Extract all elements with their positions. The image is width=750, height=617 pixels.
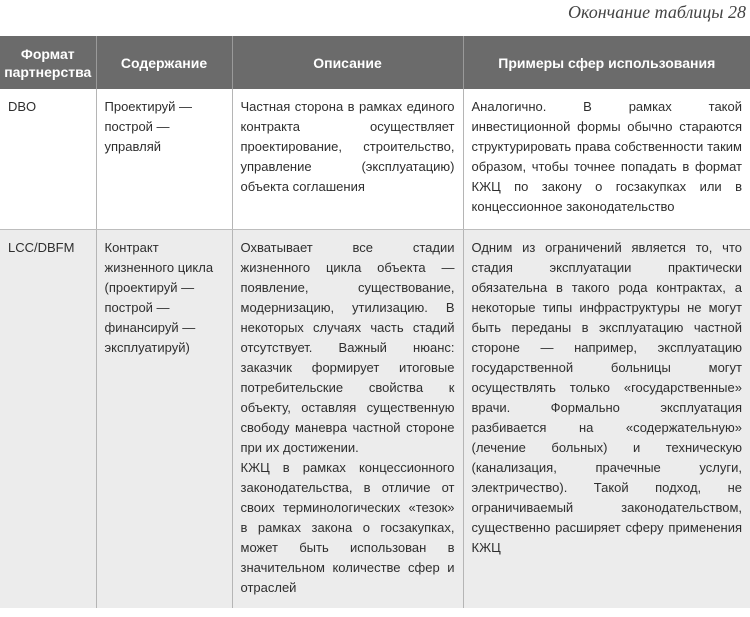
description-paragraph: КЖЦ в рамках концессионного законодательства, в отличие от своих терминологических «тезок» в рамках закона о госзакупках, может быть использован в значительном количестве сфер и отраслей bbox=[240, 460, 455, 595]
table-row bbox=[0, 230, 750, 609]
partnership-table bbox=[0, 36, 750, 608]
table-header-row bbox=[0, 36, 750, 89]
table-caption: Окончание таблицы 28 bbox=[567, 2, 746, 22]
header-content: Содержание bbox=[96, 36, 232, 89]
cell-examples: Одним из ограничений является то, что стадия эксплуатации практически обязательна в такого рода контрактах, а некоторые типы инфраструктуры не могут быть переданы в эксплуатацию частной стороне — например, эксплуатацию государственной больницы могут осуществлять только «государственные» врачи. Формально эксплуатация разбивается на «содержательную» (лечение больных) и техническую (канализация, прачечные услуги, электричество). Такой подход, не ограничиваемый законодательством, существенно расширяет сферу применения КЖЦ bbox=[463, 230, 750, 609]
header-format: Формат партнерства bbox=[0, 36, 96, 89]
cell-description: Частная сторона в рамках единого контракта осуществляет проектирование, строительство, управление (эксплуатацию) объекта соглашения bbox=[232, 89, 463, 230]
header-description: Описание bbox=[232, 36, 463, 89]
cell-content: Проектируй — построй — управляй bbox=[96, 89, 232, 230]
cell-content: Контракт жизненного цикла (проектируй — построй — финансируй — эксплуатируй) bbox=[96, 230, 232, 609]
cell-format: DBO bbox=[0, 89, 96, 230]
table-row bbox=[0, 89, 750, 230]
cell-description bbox=[232, 230, 463, 609]
description-paragraph: Охватывает все стадии жизненного цикла объекта — появление, существование, модернизацию, утилизацию. В некоторых случаях часть стадий отсутствует. Важный нюанс: заказчик формирует итоговые потребительские свойства к объекту, оставляя существенную свободу маневра частной стороне при их достижении. bbox=[240, 240, 455, 455]
cell-format: LCC/DBFM bbox=[0, 230, 96, 609]
cell-examples: Аналогично. В рамках такой инвестиционной формы обычно стараются структурировать права собственности таким образом, чтобы точнее попадать в формат КЖЦ по закону о госзакупках или в концессионное законодательство bbox=[463, 89, 750, 230]
header-examples: Примеры сфер использования bbox=[463, 36, 750, 89]
